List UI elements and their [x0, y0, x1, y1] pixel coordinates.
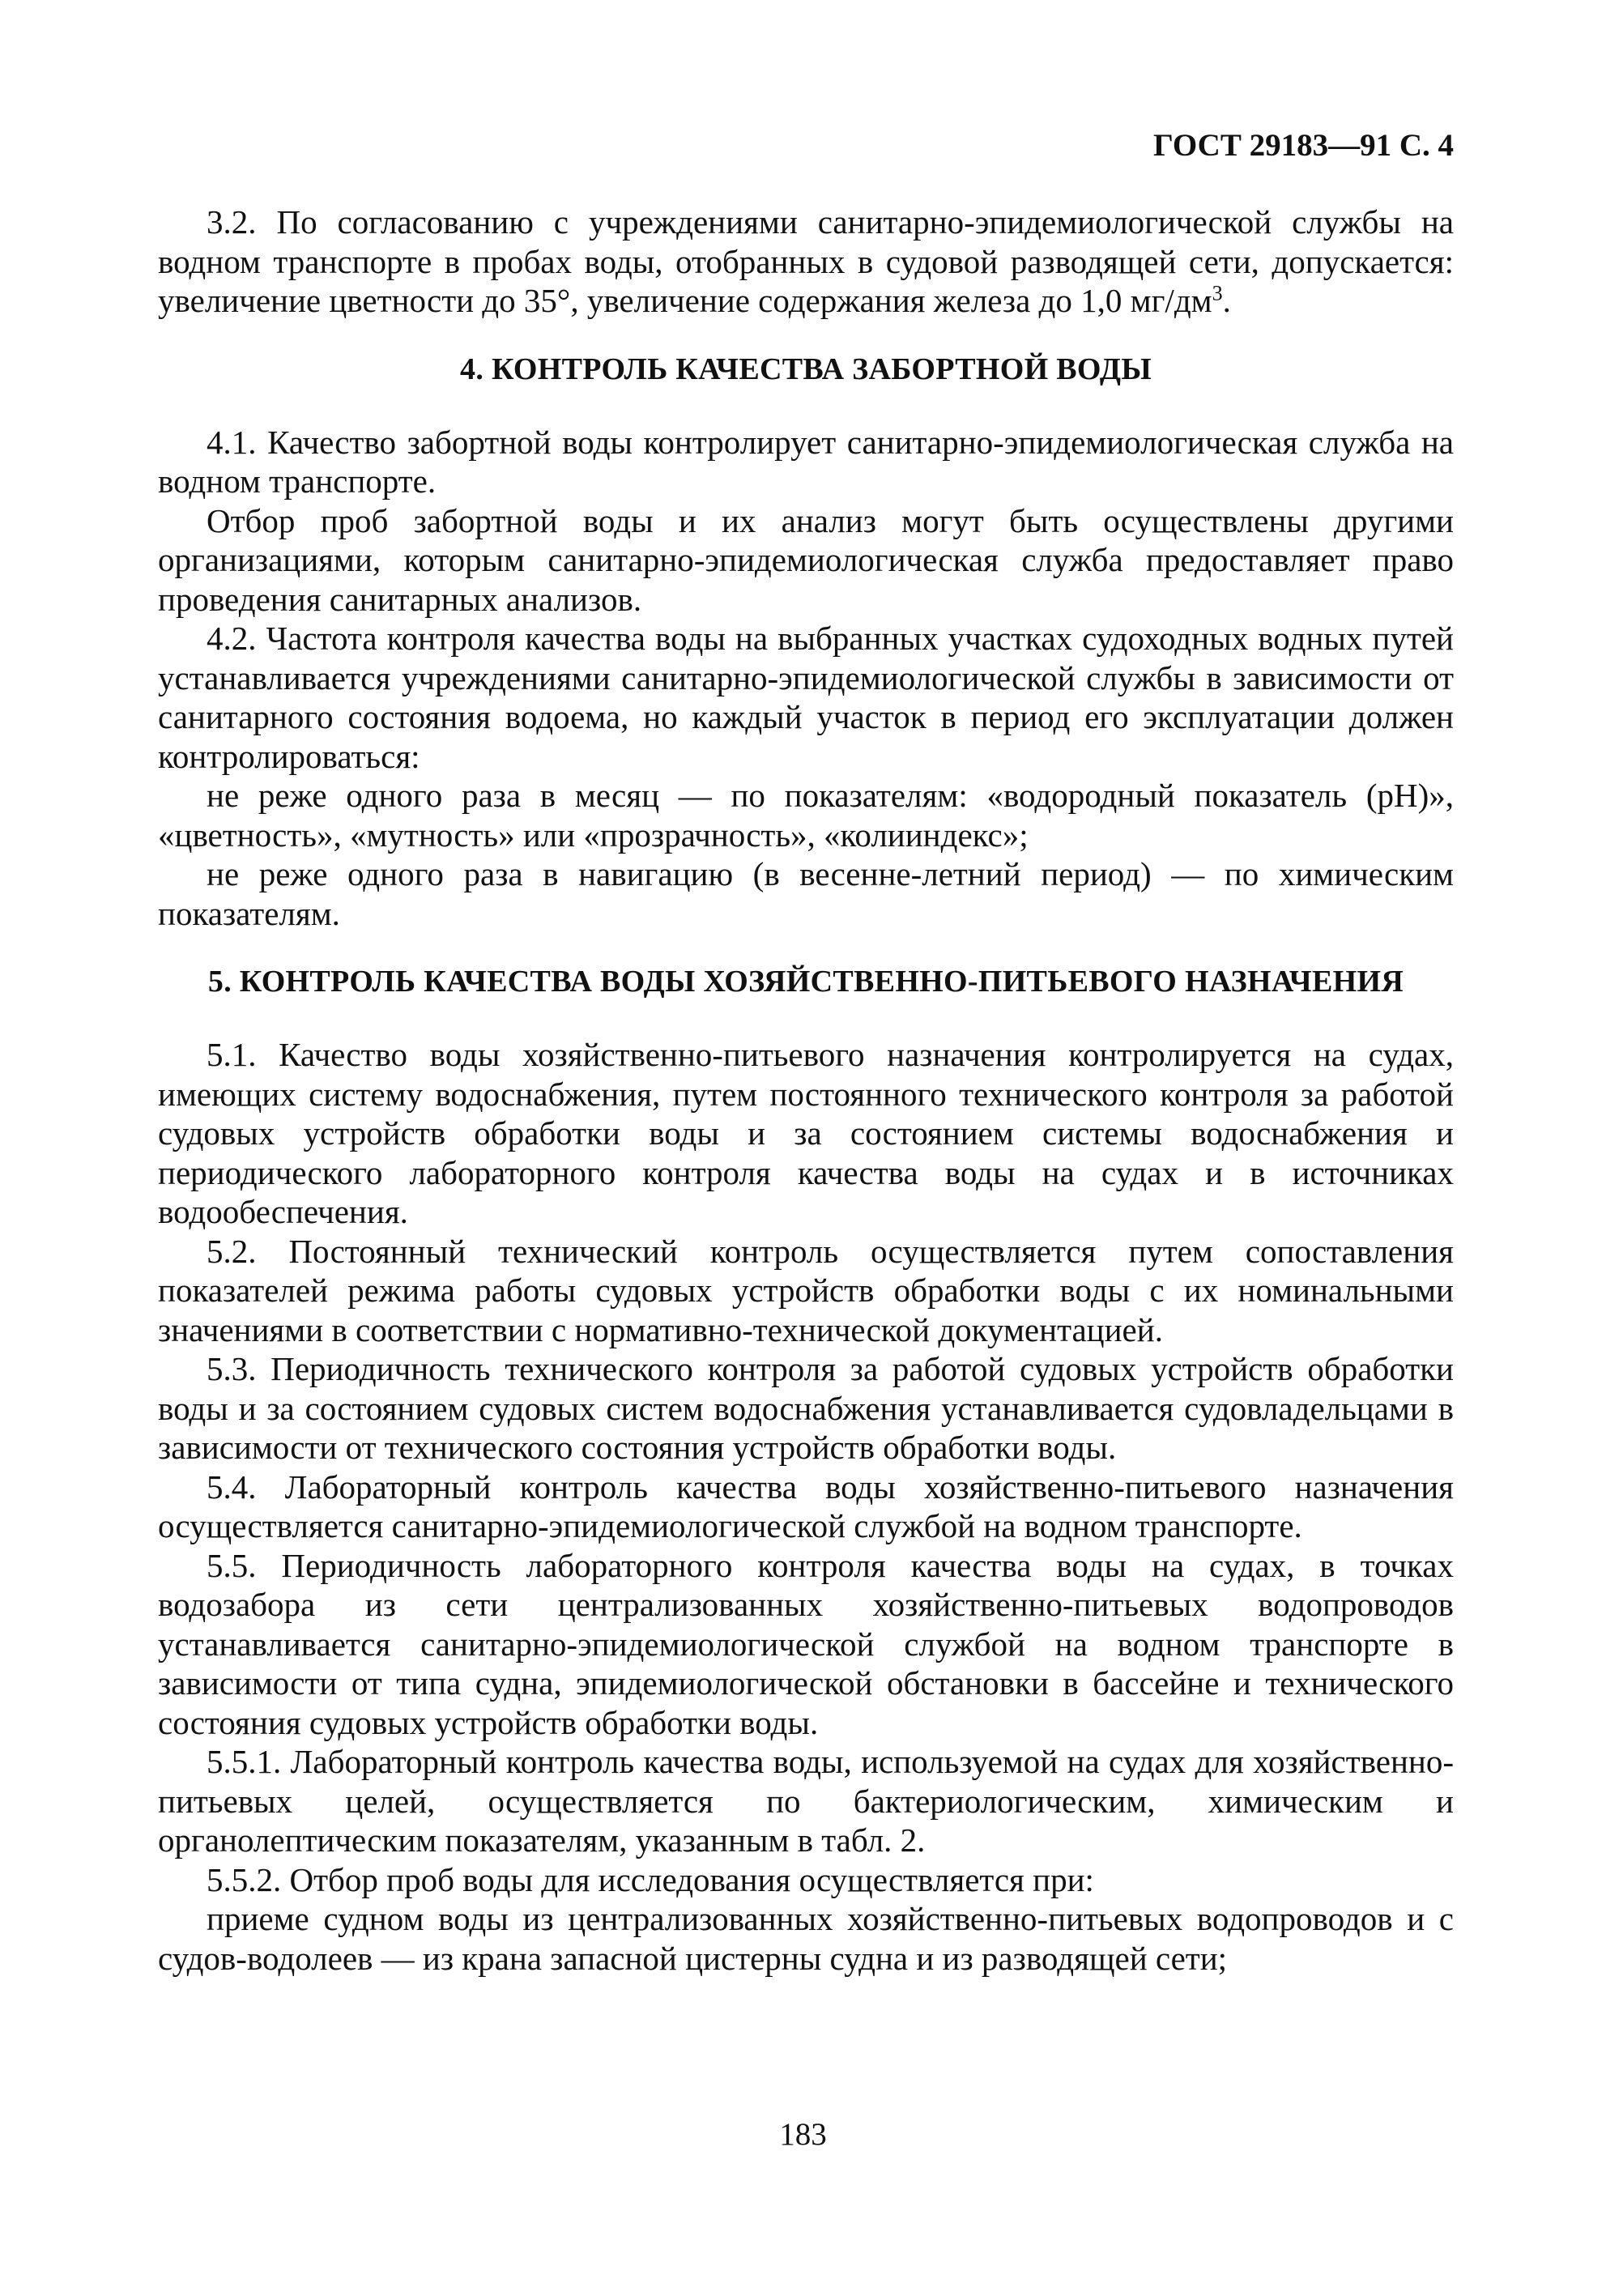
- paragraph-5-4: 5.4. Лабораторный контроль качества воды хозяйственно-питьевого назначения осуществляется санитарно-эпидемиологической службой на водном транспорте.: [158, 1467, 1454, 1544]
- document-page: [158, 121, 1454, 1978]
- paragraph-5-1: 5.1. Качество воды хозяйственно-питьевого назначения контролируется на судах, имеющих систему водоснабжения, путем постоянного технического контроля за работой судовых устройств обработки воды и за состоянием системы водоснабжения и периодического лабораторного контроля качества воды на судах и в источниках водообеспечения.: [158, 1036, 1454, 1230]
- paragraph-5-5: 5.5. Периодичность лабораторного контроля качества воды на судах, в точках водозабора из сети централизованных хозяйственно-питьевых водопроводов устанавливается санитарно-эпидемиологической службой на водном транспорте в зависимости от типа судна, эпидемиологической обстановки в бассейне и технического состояния судовых устройств обработки воды.: [158, 1546, 1454, 1741]
- paragraph-5-5-2a: приеме судном воды из централизованных хозяйственно-питьевых водопроводов и с судов-водолеев — из крана запасной цистерны судна и из разводящей сети;: [158, 1900, 1454, 1977]
- page-number: 183: [779, 2117, 827, 2152]
- section-5-title: 5. КОНТРОЛЬ КАЧЕСТВА ВОДЫ ХОЗЯЙСТВЕННО-ПИТЬЕВОГО НАЗНАЧЕНИЯ: [207, 965, 1404, 999]
- paragraph-5-2: 5.2. Постоянный технический контроль осуществляется путем сопоставления показателей режима работы судовых устройств обработки воды с их номинальными значениями в соответствии с нормативно-технической документацией.: [158, 1232, 1454, 1348]
- paragraph-4-1b: Отбор проб забортной воды и их анализ могут быть осуществлены другими организациями, которым санитарно-эпидемиологическая служба предоставляет право проведения санитарных анализов.: [158, 501, 1454, 618]
- page-header: ГОСТ 29183—91 С. 4: [1153, 128, 1454, 163]
- paragraph-4-2a: не реже одного раза в месяц — по показателям: «водородный показатель (pH)», «цветность», «мутность» или «прозрачность», «колииндекс»;: [158, 777, 1454, 854]
- paragraph-4-2b: не реже одного раза в навигацию (в весенне-летний период) — по химическим показателям.: [158, 855, 1454, 932]
- paragraph-4-1: 4.1. Качество забортной воды контролирует санитарно-эпидемиологическая служба на водном транспорте.: [158, 423, 1454, 500]
- paragraph-4-2: 4.2. Частота контроля качества воды на выбранных участках судоходных водных путей устанавливается учреждениями санитарно-эпидемиологической службы в зависимости от санитарного состояния водоема, но каждый участок в период его эксплуатации должен контролироваться:: [158, 620, 1454, 775]
- paragraph-5-5-2: 5.5.2. Отбор проб воды для исследования осуществляется при:: [207, 1860, 1094, 1898]
- section-4-title: 4. КОНТРОЛЬ КАЧЕСТВА ЗАБОРТНОЙ ВОДЫ: [460, 351, 1152, 386]
- paragraph-5-5-1: 5.5.1. Лабораторный контроль качества воды, используемой на судах для хозяйственно-питьевых целей, осуществляется по бактериологическим, химическим и органолептическим показателям, указанным в табл. 2.: [158, 1743, 1454, 1859]
- paragraph-3-2: 3.2. По согласованию с учреждениями санитарно-эпидемиологической службы на водном транспорте в пробах воды, отобранных в судовой разводящей сети, допускается: увеличение цветности до 35°, увеличение содержания железа до 1,0 $мг/дм^3$.: [158, 203, 1454, 319]
- paragraph-5-3: 5.3. Периодичность технического контроля за работой судовых устройств обработки воды и за состоянием судовых систем водоснабжения устанавливается судовладельцами в зависимости от технического состояния устройств обработки воды.: [158, 1350, 1454, 1466]
